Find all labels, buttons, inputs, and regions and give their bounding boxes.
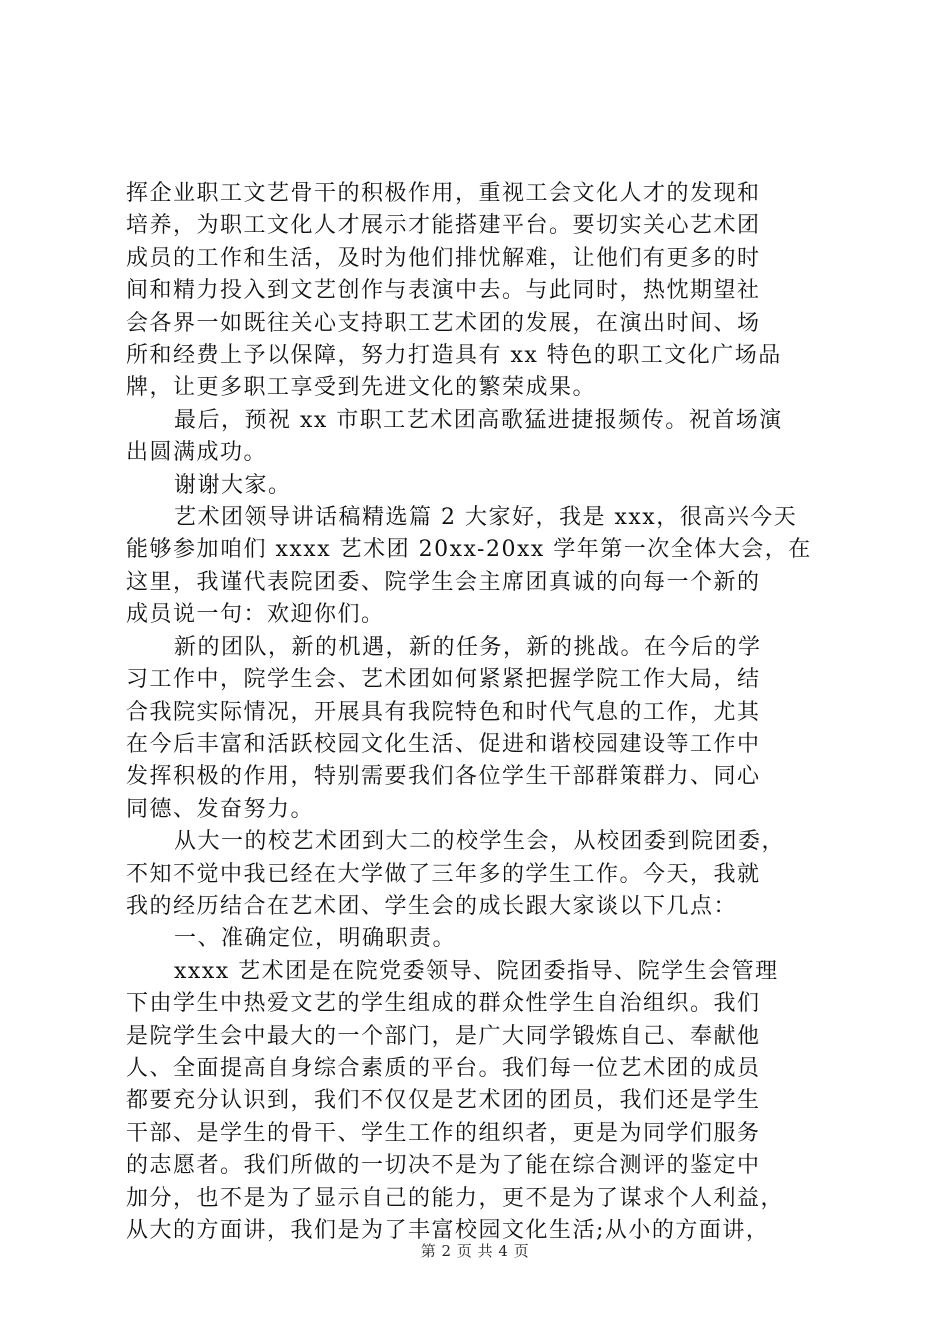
- text-line: 干部、是学生的骨干、学生工作的组织者，更是为同学们服务: [126, 1120, 761, 1146]
- paragraph: [126, 405, 830, 470]
- text-line: 我的经历结合在艺术团、学生会的成长跟大家谈以下几点：: [126, 893, 738, 919]
- text-line: 成员的工作和生活，及时为他们排忧解难，让他们有更多的时: [126, 245, 761, 271]
- text-line: 谢谢大家。: [174, 472, 292, 498]
- paragraph: [126, 178, 830, 405]
- document-body: [126, 178, 830, 1247]
- text-line: 的志愿者。我们所做的一切决不是为了能在综合测评的鉴定中: [126, 1153, 761, 1179]
- text-line: 这里，我谨代表院团委、院学生会主席团真诚的向每一个新的: [126, 569, 761, 595]
- text-line: 是院学生会中最大的一个部门，是广大同学锻炼自己、奉献他: [126, 1023, 761, 1049]
- text-line: 挥企业职工文艺骨干的积极作用，重视工会文化人才的发现和: [126, 181, 761, 206]
- text-line: 新的团队，新的机遇，新的任务，新的挑战。在今后的学: [174, 634, 762, 660]
- text-line: 一、准确定位，明确职责。: [174, 926, 457, 952]
- text-line: 加分，也不是为了显示自己的能力，更不是为了谋求个人利益，: [126, 1185, 785, 1211]
- page-footer: 第 2 页 共 4 页: [420, 1242, 530, 1260]
- text-line: 出圆满成功。: [126, 440, 268, 466]
- text-line: 发挥积极的作用，特别需要我们各位学生干部群策群力、同心: [126, 764, 761, 790]
- text-line: 能够参加咱们 xxxx 艺术团 20xx-20xx 学年第一次全体大会，在: [126, 537, 812, 563]
- text-line: 合我院实际情况，开展具有我院特色和时代气息的工作，尤其: [126, 699, 761, 725]
- text-line: 艺术团领导讲话稿精选篇 2 大家好，我是 xxx，很高兴今天: [174, 505, 798, 531]
- text-line: 从大一的校艺术团到大二的校学生会，从校团委到院团委，: [174, 829, 786, 855]
- text-line: 间和精力投入到文艺创作与表演中去。与此同时，热忱期望社: [126, 278, 761, 304]
- text-line: 下由学生中热爱文艺的学生组成的群众性学生自治组织。我们: [126, 991, 761, 1017]
- paragraph: [126, 956, 830, 1248]
- text-line: 会各界一如既往关心支持职工艺术团的发展，在演出时间、场: [126, 310, 761, 336]
- text-line: 牌，让更多职工享受到先进文化的繁荣成果。: [126, 375, 597, 401]
- text-line: 成员说一句：欢迎你们。: [126, 602, 385, 628]
- paragraph: [126, 502, 830, 632]
- text-line: xxxx 艺术团是在院党委领导、院团委指导、院学生会管理: [174, 958, 779, 984]
- text-line: 同德、发奋努力。: [126, 796, 315, 822]
- paragraph: [126, 826, 830, 923]
- paragraph: [126, 632, 830, 826]
- text-line: 培养，为职工文化人才展示才能搭建平台。要切实关心艺术团: [126, 213, 761, 239]
- text-line: 最后，预祝 xx 市职工艺术团高歌猛进捷报频传。祝首场演: [174, 407, 783, 433]
- text-line: 人、全面提高自身综合素质的平台。我们每一位艺术团的成员: [126, 1055, 761, 1081]
- text-line: 都要充分认识到，我们不仅仅是艺术团的团员，我们还是学生: [126, 1088, 761, 1114]
- text-line: 在今后丰富和活跃校园文化生活、促进和谐校园建设等工作中: [126, 731, 761, 757]
- text-line: 所和经费上予以保障，努力打造具有 xx 特色的职工文化广场品: [126, 343, 782, 369]
- text-line: 从大的方面讲，我们是为了丰富校园文化生活;从小的方面讲，: [126, 1218, 770, 1243]
- paragraph: [126, 470, 830, 502]
- text-line: 习工作中，院学生会、艺术团如何紧紧把握学院工作大局，结: [126, 667, 761, 693]
- paragraph: [126, 923, 830, 955]
- text-line: 不知不觉中我已经在大学做了三年多的学生工作。今天，我就: [126, 861, 761, 887]
